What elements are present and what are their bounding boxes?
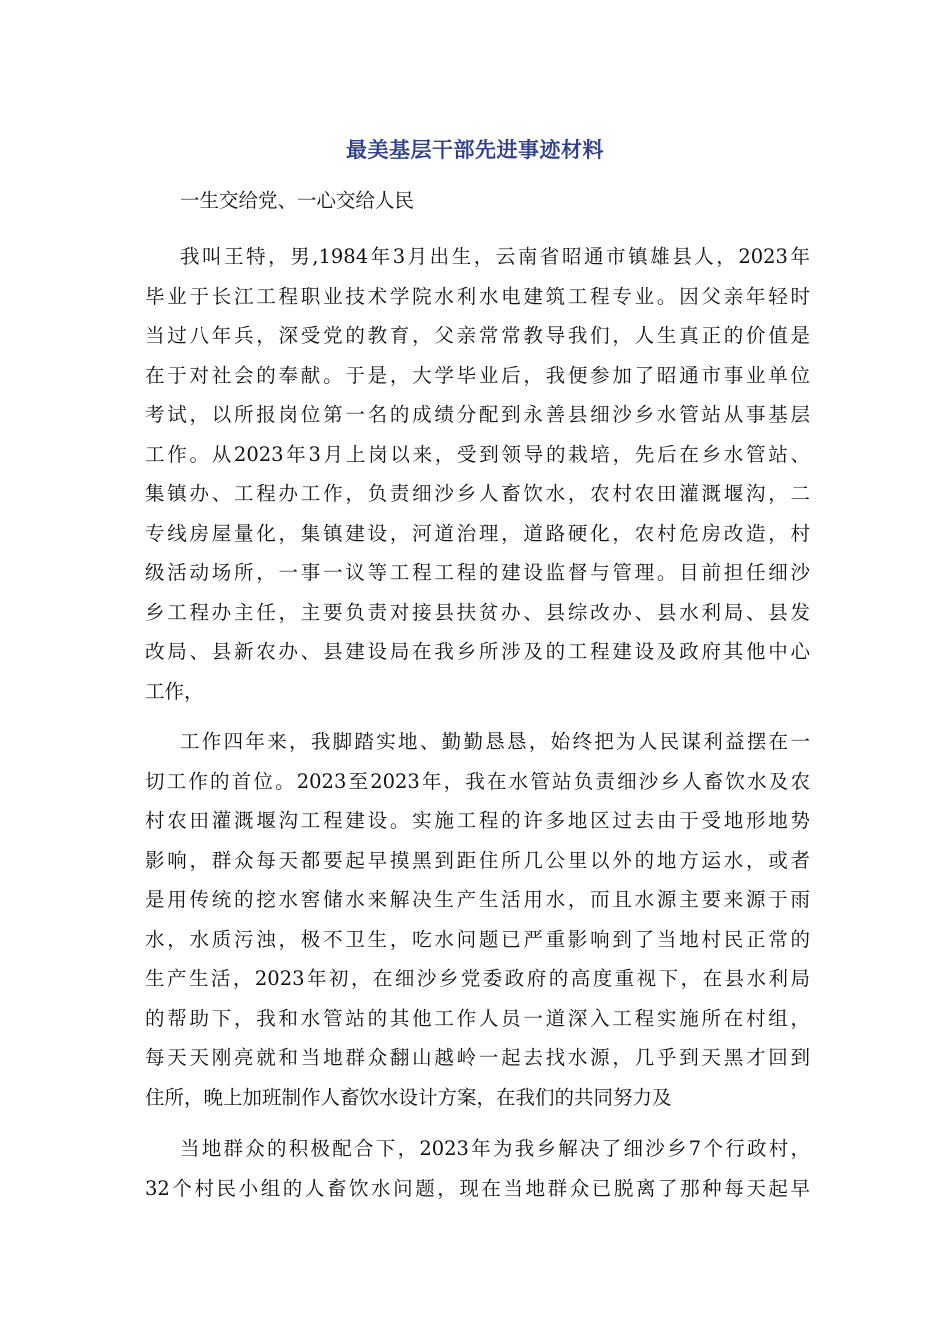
paragraph-line: 专线房屋量化，集镇建设，河道治理，道路硬化，农村危房改造，村 (145, 521, 810, 545)
paragraph-line: 工作四年来，我脚踏实地、勤勤恳恳，始终把为人民谋利益摆在一 (180, 730, 810, 753)
document-subtitle: 一生交给党、一心交给人民 (180, 189, 415, 212)
paragraph-line: 考试，以所报岗位第一名的成绩分配到永善县细沙乡水管站从事基层 (145, 403, 810, 426)
paragraph-line: 集镇办、工程办工作，负责细沙乡人畜饮水，农村农田灌溉堰沟，二 (145, 482, 810, 505)
paragraph-line: 是用传统的挖水窖储水来解决生产生活用水，而且水源主要来源于雨 (145, 888, 810, 911)
paragraph-line: 水，水质污浊，极不卫生，吃水问题已严重影响到了当地村民正常的 (145, 927, 810, 951)
document-title: 最美基层干部先进事迹材料 (346, 138, 604, 162)
paragraph-line: 我叫王特，男,1984年3月出生，云南省昭通市镇雄县人，2023年 (180, 245, 810, 268)
paragraph-line: 当过八年兵，深受党的教育，父亲常常教导我们，人生真正的价值是 (145, 324, 810, 347)
paragraph-line: 工作。从2023年3月上岗以来，受到领导的栽培，先后在乡水管站、 (145, 442, 810, 466)
paragraph-line: 当地群众的积极配合下，2023年为我乡解决了细沙乡7个行政村， (180, 1137, 810, 1160)
paragraph-line: 乡工程办主任，主要负责对接县扶贫办、县综改办、县水利局、县发 (145, 600, 810, 624)
paragraph-3 (145, 1129, 810, 1208)
paragraph-line: 住所，晚上加班制作人畜饮水设计方案，在我们的共同努力及 (145, 1085, 672, 1109)
paragraph-line: 32个村民小组的人畜饮水问题，现在当地群众已脱离了那种每天起早 (145, 1176, 810, 1200)
paragraph-2 (145, 722, 810, 1117)
paragraph-1 (145, 237, 810, 711)
paragraph-line: 切工作的首位。2023至2023年，我在水管站负责细沙乡人畜饮水及农 (145, 769, 810, 793)
paragraph-line: 级活动场所，一事一议等工程工程的建设监督与管理。目前担任细沙 (145, 561, 810, 584)
paragraph-line: 影响，群众每天都要起早摸黑到距住所几公里以外的地方运水，或者 (145, 848, 810, 872)
paragraph-line: 在于对社会的奉献。于是，大学毕业后，我便参加了昭通市事业单位 (145, 363, 810, 387)
paragraph-line: 的帮助下，我和水管站的其他工作人员一道深入工程实施所在村组， (145, 1006, 810, 1030)
paragraph-line: 毕业于长江工程职业技术学院水利水电建筑工程专业。因父亲年轻时 (145, 284, 810, 308)
paragraph-line: 生产生活，2023年初，在细沙乡党委政府的高度重视下，在县水利局 (145, 967, 810, 990)
paragraph-line: 工作， (145, 679, 204, 703)
paragraph-line: 村农田灌溉堰沟工程建设。实施工程的许多地区过去由于受地形地势 (145, 809, 810, 832)
paragraph-line: 改局、县新农办、县建设局在我乡所涉及的工程建设及政府其他中心 (145, 640, 810, 663)
paragraph-line: 每天天刚亮就和当地群众翻山越岭一起去找水源，几乎到天黑才回到 (145, 1046, 810, 1069)
